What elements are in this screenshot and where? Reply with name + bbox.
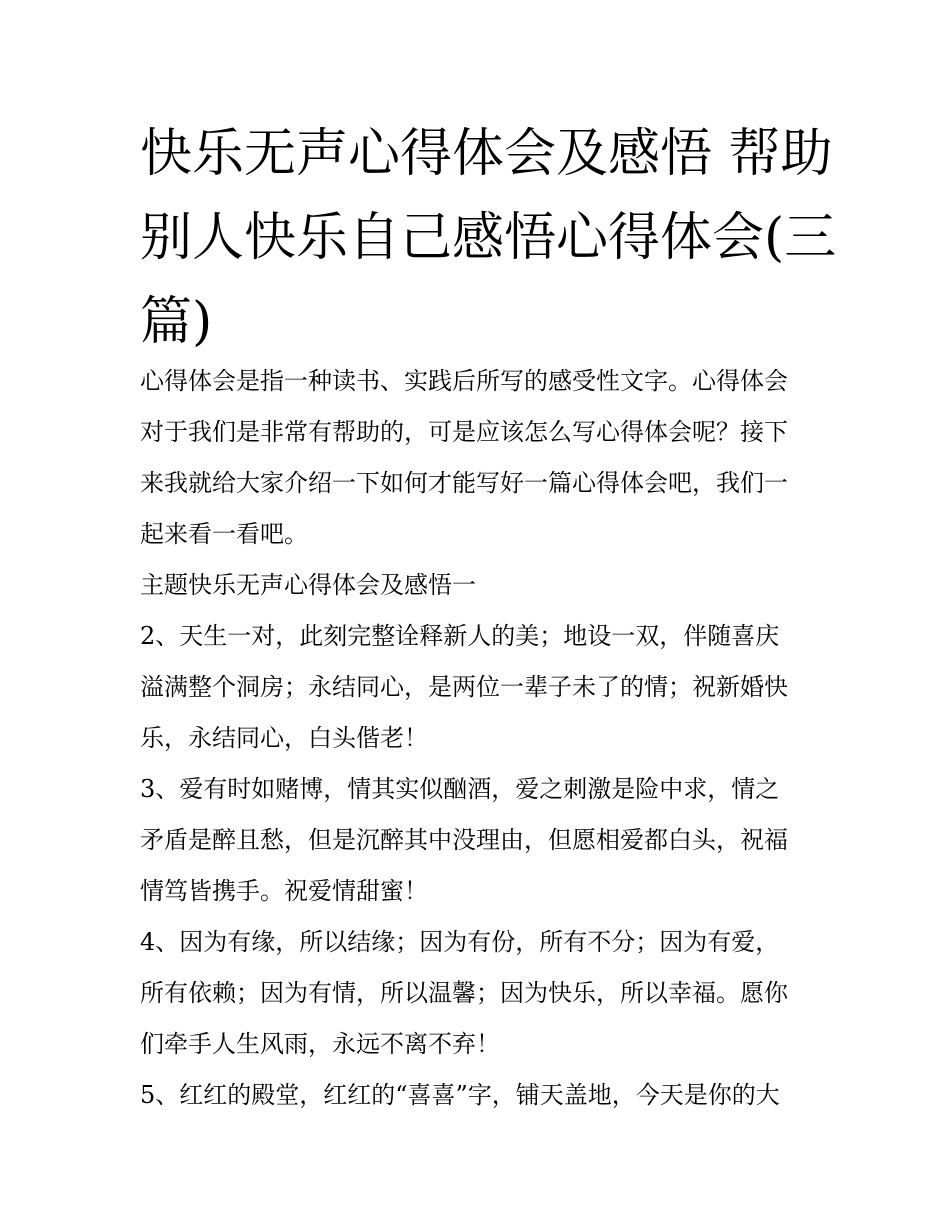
item-4-text-line: 4、因为有缘，所以结缘；因为有份，所有不分；因为有爱， xyxy=(140,928,780,956)
item-2-text-line: 2、天生一对，此刻完整诠释新人的美；地设一双，伴随喜庆 xyxy=(140,622,780,650)
item-3-text-line: 3、爱有时如赌博，情其实似酗酒，爱之刺激是险中求，情之 xyxy=(140,775,780,803)
document-title xyxy=(140,112,837,364)
item-4-text-line: 所有依赖；因为有情，所以温馨；因为快乐，所以幸福。愿你 xyxy=(140,979,788,1007)
title-line: 篇) xyxy=(140,292,213,352)
section-heading: 主题快乐无声心得体会及感悟一 xyxy=(140,571,476,599)
intro-text-line: 对于我们是非常有帮助的，可是应该怎么写心得体会呢？接下 xyxy=(140,418,788,446)
item-3-text-line: 情笃皆携手。祝爱情甜蜜！ xyxy=(140,877,428,905)
intro-text-line: 起来看一看吧。 xyxy=(140,520,308,548)
item-5-text-line: 5、红红的殿堂，红红的“喜喜”字，铺天盖地，今天是你的大 xyxy=(140,1081,780,1109)
title-line: 快乐无声心得体会及感悟 帮助 xyxy=(140,124,833,184)
item-4-text-line: 们牵手人生风雨，永远不离不弃！ xyxy=(140,1030,500,1058)
item-2-text-line: 溢满整个洞房；永结同心，是两位一辈子未了的情；祝新婚快 xyxy=(140,673,788,701)
item-3-text-line: 矛盾是醉且愁，但是沉醉其中没理由，但愿相爱都白头，祝福 xyxy=(140,826,788,854)
item-2-text-line: 乐，永结同心，白头偕老！ xyxy=(140,724,428,752)
intro-text-line: 心得体会是指一种读书、实践后所写的感受性文字。心得体会 xyxy=(140,367,788,395)
title-line: 别人快乐自己感悟心得体会(三 xyxy=(140,208,837,268)
intro-text-line: 来我就给大家介绍一下如何才能写好一篇心得体会吧，我们一 xyxy=(140,469,788,497)
document-body xyxy=(140,356,820,1121)
